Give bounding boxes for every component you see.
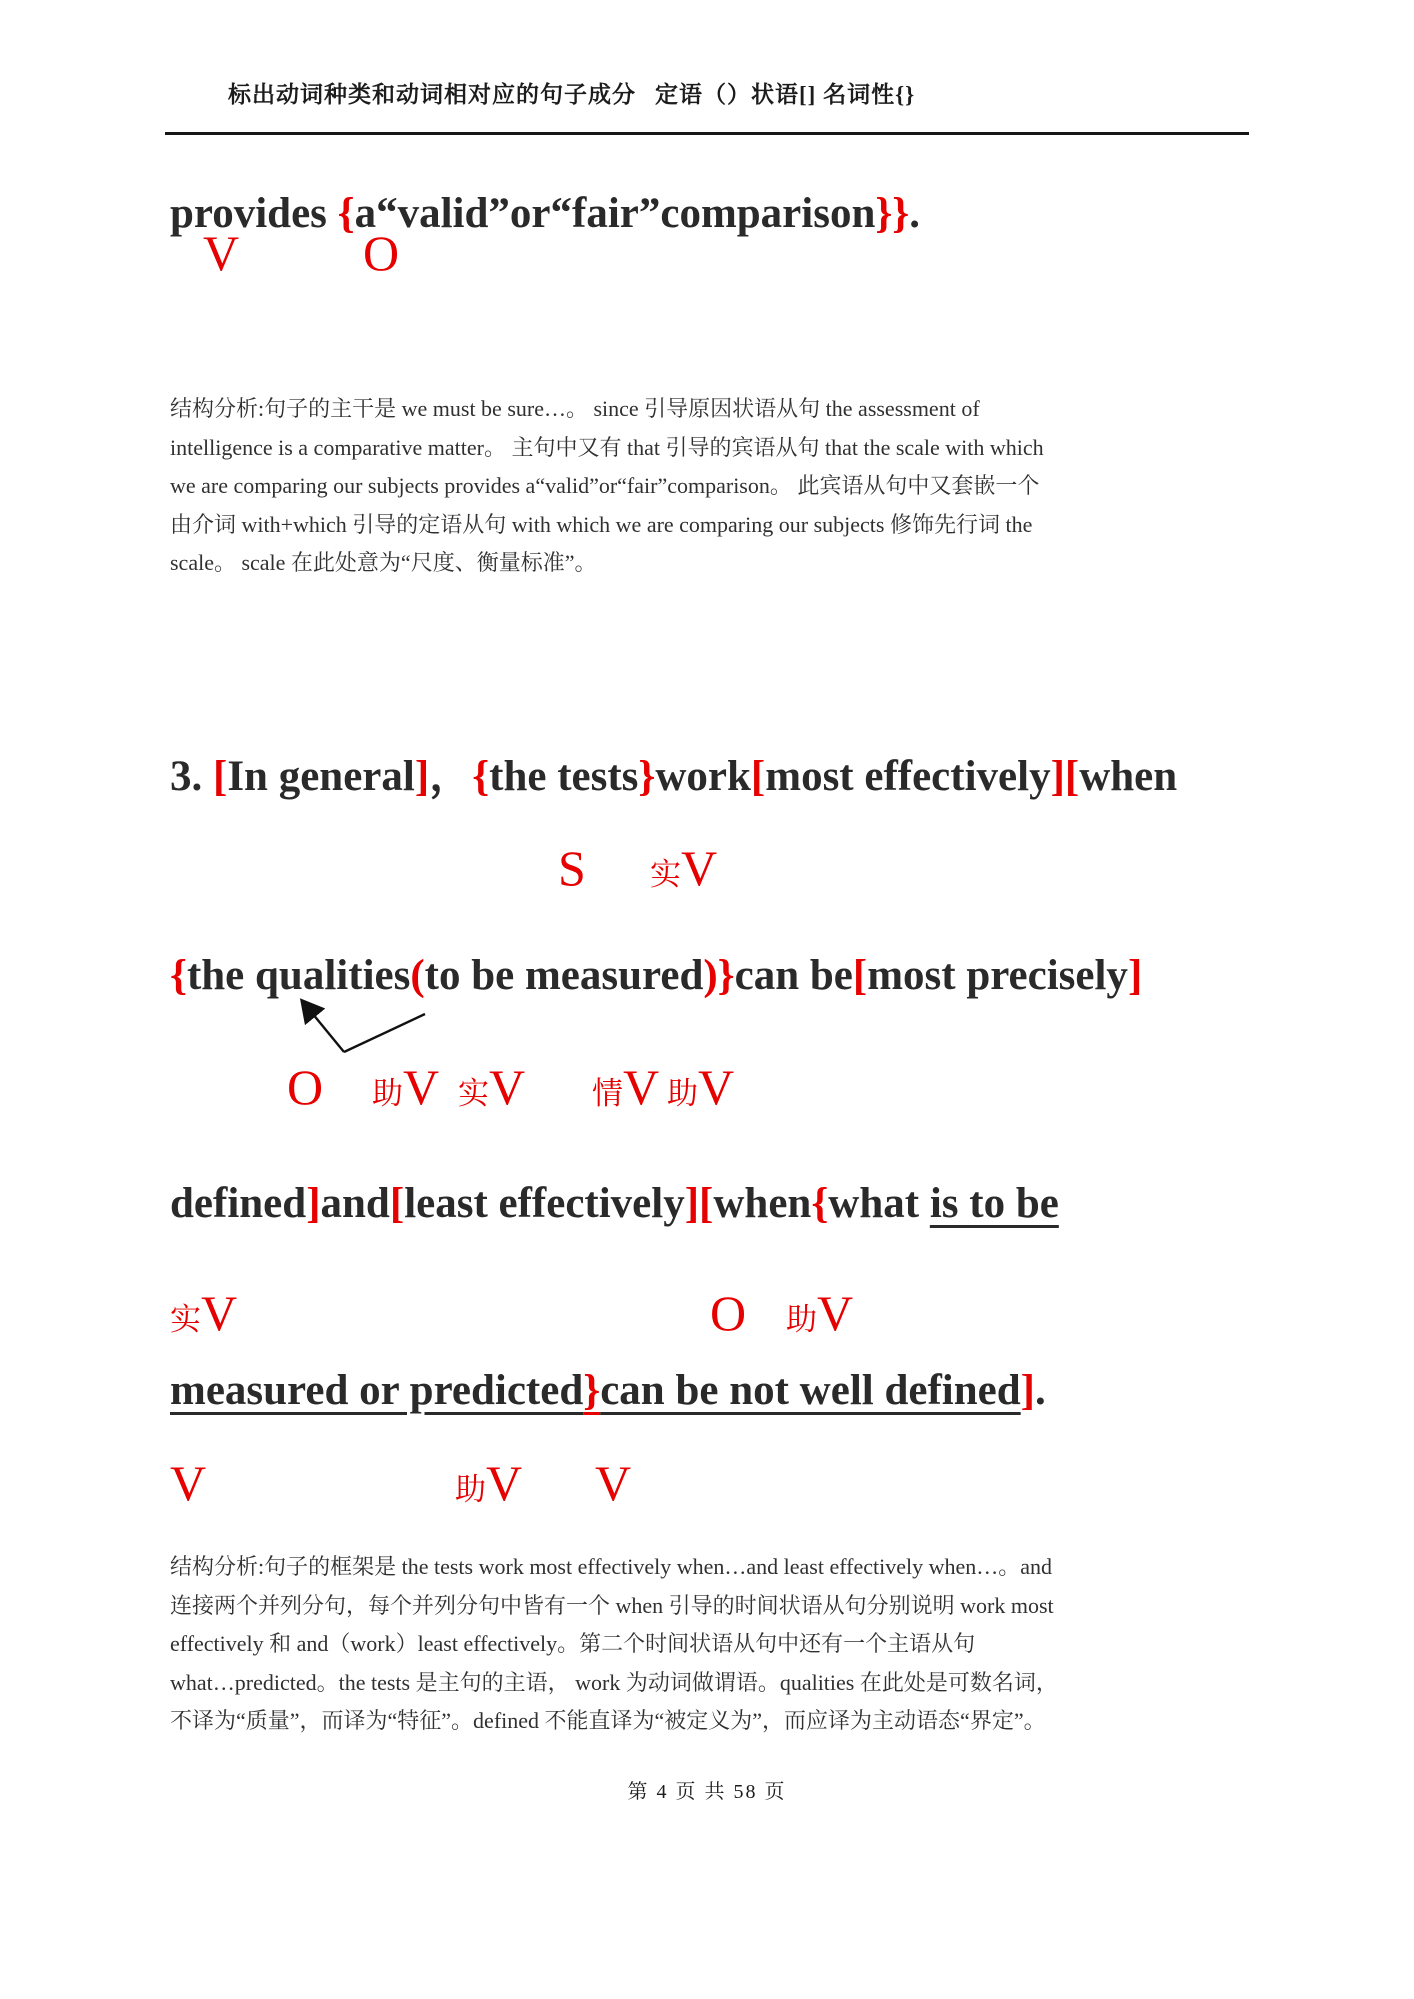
annotation-zhu-v (455, 1455, 523, 1511)
sentence3-line2: {the qualities(to be measured)}can be[most precisely] (170, 952, 1143, 999)
annotation-letter: V (201, 1285, 238, 1341)
annotation-letter: V (203, 225, 240, 281)
annotation-letter: V (486, 1455, 523, 1511)
annotation-o (363, 225, 400, 281)
header-right-text: 定语（）状语[] 名词性{} (655, 82, 916, 107)
annotation-letter: V (403, 1059, 440, 1115)
annotation-cn-prefix: 实 (458, 1076, 489, 1111)
annotation-shi-v (458, 1059, 526, 1115)
analysis-line: we are comparing our subjects provides a“valid”or“fair”comparison。 此宾语从句中又套嵌一个 (170, 473, 1040, 498)
annotation-cn-prefix: 情 (592, 1076, 623, 1111)
annotation-cn-prefix: 助 (455, 1472, 486, 1507)
annotation-letter: V (170, 1455, 207, 1511)
annotation-qing-v (592, 1059, 660, 1115)
annotation-cn-prefix: 实 (650, 857, 681, 892)
annotation-letter: V (698, 1059, 735, 1115)
annotation-letter: V (595, 1455, 632, 1511)
annotation-s (558, 840, 586, 896)
annotation-v (170, 1455, 207, 1511)
annotation-cn-prefix: 助 (667, 1076, 698, 1111)
annotation-o (710, 1285, 747, 1341)
annotation-zhu-v (667, 1059, 735, 1115)
sentence3-line3: defined]and[least effectively][when{what is to be (170, 1180, 1059, 1227)
qualities-pointer-arrows (283, 990, 438, 1067)
annotation-letter: S (558, 840, 586, 896)
header-left-text: 标出动词种类和动词相对应的句子成分 (228, 82, 636, 107)
annotation-letter: O (287, 1059, 324, 1115)
annotation-letter: V (489, 1059, 526, 1115)
annotation-v (203, 225, 240, 281)
annotation-zhu-v (786, 1285, 854, 1341)
annotation-o (287, 1059, 324, 1115)
analysis-line: effectively 和 and（work）least effectively。第二个时间状语从句中还有一个主语从句 (170, 1631, 976, 1656)
analysis-line: 结构分析:句子的框架是 the tests work most effectively when…and least effectively when…。and (170, 1554, 1053, 1579)
analysis-line: 结构分析:句子的主干是 we must be sure…。 since 引导原因状语从句 the assessment of (170, 396, 980, 421)
annotation-letter: O (363, 225, 400, 281)
annotation-letter: V (817, 1285, 854, 1341)
annotation-cn-prefix: 实 (170, 1302, 201, 1337)
annotation-cn-prefix: 助 (786, 1302, 817, 1337)
sentence2-tail-line: provides {a“valid”or“fair”comparison}}. (170, 190, 920, 237)
annotation-v (595, 1455, 632, 1511)
page-number: 第 4 页 共 58 页 (627, 1781, 787, 1803)
annotation-zhu-v (372, 1059, 440, 1115)
annotation-shi-v (170, 1285, 238, 1341)
analysis-line: what…predicted。the tests 是主句的主语， work 为动词做谓语。qualities 在此处是可数名词， (170, 1669, 1058, 1695)
sentence3-line1: 3. [In general]，{the tests}work[most effectively][when (170, 753, 1178, 800)
analysis-paragraph-1 (170, 390, 1260, 583)
annotation-shi-v (650, 840, 718, 896)
analysis-line: 由介词 with+which 引导的定语从句 with which we are comparing our subjects 修饰先行词 the (170, 511, 1033, 537)
annotation-cn-prefix: 助 (372, 1076, 403, 1111)
annotation-letter: V (681, 840, 718, 896)
annotation-letter: O (710, 1285, 747, 1341)
annotation-letter: V (623, 1059, 660, 1115)
analysis-paragraph-2 (170, 1548, 1260, 1741)
analysis-line: intelligence is a comparative matter。 主句中又有 that 引导的宾语从句 that the scale with which (170, 434, 1044, 460)
analysis-line: 连接两个并列分句，每个并列分句中皆有一个 when 引导的时间状语从句分别说明 work most (170, 1592, 1054, 1618)
sentence3-line4: measured or predicted}can be not well defined]. (170, 1367, 1046, 1414)
analysis-line: 不译为“质量”，而译为“特征”。defined 不能直译为“被定义为”，而应译为主动语态“界定”。 (170, 1708, 1046, 1733)
header-divider (165, 132, 1249, 135)
analysis-line: scale。 scale 在此处意为“尺度、衡量标准”。 (170, 550, 597, 575)
